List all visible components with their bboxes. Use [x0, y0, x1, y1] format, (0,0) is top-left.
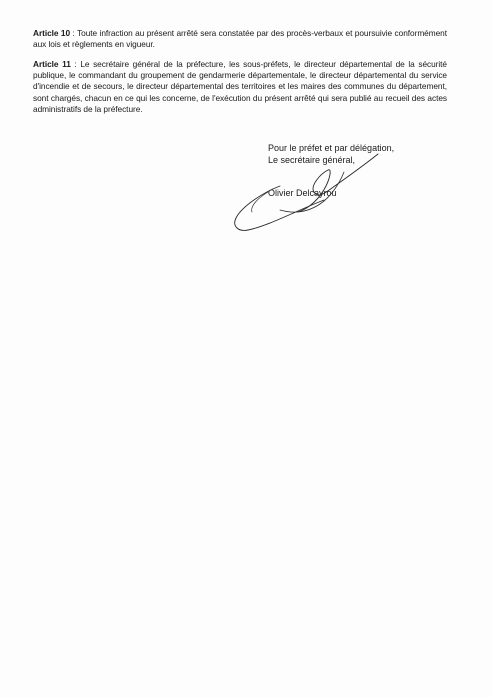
article-11 [33, 59, 447, 115]
handwritten-signature [228, 148, 388, 238]
signature-title-line: Le secrétaire général, [268, 154, 356, 165]
article-10 [33, 28, 447, 50]
article-11-separator: : [70, 59, 81, 69]
article-11-text: Le secrétaire général de la préfecture, les sous-préfets, le directeur départemental de la sécurité publique, le commandant du groupement de gendarmerie départementale, le directeur départemental du service d'incendie et de secours, le directeur départemental des territoires et les maires des communes du département, sont chargés, chacun en ce qui les concerne, de l'exécution du présent arrêté qui sera publié au recueil des actes administratifs de la préfecture. [33, 59, 447, 114]
article-10-text: Toute infraction au présent arrêté sera constatée par des procès-verbaux et poursuivie conformément aux lois et règlements en vigueur. [33, 28, 447, 50]
article-10-label: Article 10 [33, 28, 71, 38]
signature-delegation-line: Pour le préfet et par délégation, [268, 143, 395, 153]
signer-name: Olivier Delcayrou [268, 188, 337, 198]
article-10-separator: : [70, 28, 78, 38]
article-11-label: Article 11 [33, 59, 71, 69]
